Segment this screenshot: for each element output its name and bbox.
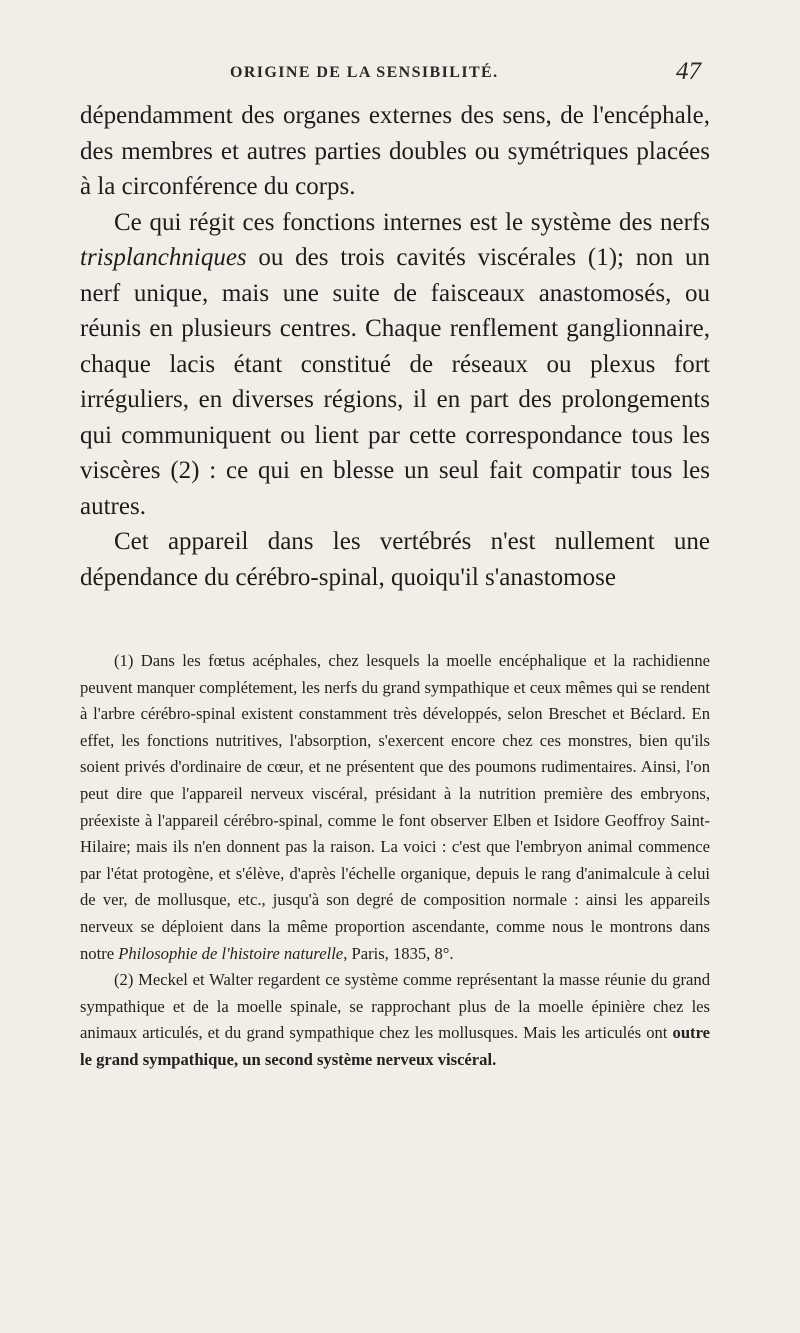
footnotes xyxy=(80,648,710,1074)
paragraph-1: dépendamment des organes externes des sens, de l'encéphale, des membres et autres parties doubles ou symétriques placées à la circonférence du corps. xyxy=(80,102,710,200)
footnote-2-end: outre le grand sympathique, un second système nerveux viscéral. xyxy=(80,1023,710,1069)
paragraph-2-rest: ou des trois cavités viscérales (1); non un nerf unique, mais une suite de faisceaux anastomosés, ou réunis en plusieurs centres. Chaque renflement ganglionnaire, chaque lacis étant constitué de réseaux ou plexus fort irréguliers, en diverses régions, il en part des prolongements qui communiquent ou lient par cette correspondance tous les viscères (2) : ce qui en blesse un seul fait compatir tous les autres. xyxy=(80,244,710,520)
paragraph-2-start: Ce qui régit ces fonctions internes est le système des nerfs xyxy=(114,208,710,236)
footnote-1 xyxy=(80,648,710,967)
footnote-2 xyxy=(80,967,710,1073)
page-number: 47 xyxy=(676,58,701,85)
footnote-1-end: , Paris, 1835, 8°. xyxy=(343,943,454,963)
main-text xyxy=(80,98,710,595)
footnote-1-text: (1) Dans les fœtus acéphales, chez lesquels la moelle encéphalique et la rachidienne peuvent manquer complétement, les nerfs du grand sympathique et ceux mêmes qui se rendent à l'arbre cérébro-spinal existent constamment très développés, selon Breschet et Béclard. En effet, les fonctions nutritives, l'absorption, s'exercent encore chez ces monstres, bien qu'ils soient privés d'ordinaire de cœur, et ne présentent que des poumons rudimentaires. Ainsi, l'on peut dire que l'appareil nerveux viscéral, présidant à la nutrition première des embryons, préexiste à l'appareil cérébro-spinal, comme le font observer Elben et Isidore Geoffroy Saint-Hilaire; mais ils n'en donnent pas la raison. La voici : c'est que l'embryon animal commence par l'état protogène, et s'élève, d'après l'échelle organique, depuis le rang d'animalcule à celui de ver, de mollusque, etc., jusqu'à son degré de composition normale : ainsi les appareils nerveux se déploient dans la même proportion ascendante, comme nous le montrons dans notre xyxy=(80,651,710,963)
footnote-1-title: Philosophie de l'histoire naturelle xyxy=(118,943,344,963)
italic-term: trisplanchniques xyxy=(80,244,247,271)
paragraph-2 xyxy=(80,205,710,525)
running-title: ORIGINE DE LA SENSIBILITÉ. xyxy=(230,64,499,81)
paragraph-3: Cet appareil dans les vertébrés n'est nullement une dépendance du cérébro-spinal, quoiqu'il s'anastomose xyxy=(80,528,710,591)
footnote-2-text: (2) Meckel et Walter regardent ce système comme représentant la masse réunie du grand sympathique et de la moelle spinale, se rapprochant plus de la moelle épinière chez les animaux articulés, et du grand sympathique chez les mollusques. Mais les articulés ont xyxy=(80,970,710,1043)
